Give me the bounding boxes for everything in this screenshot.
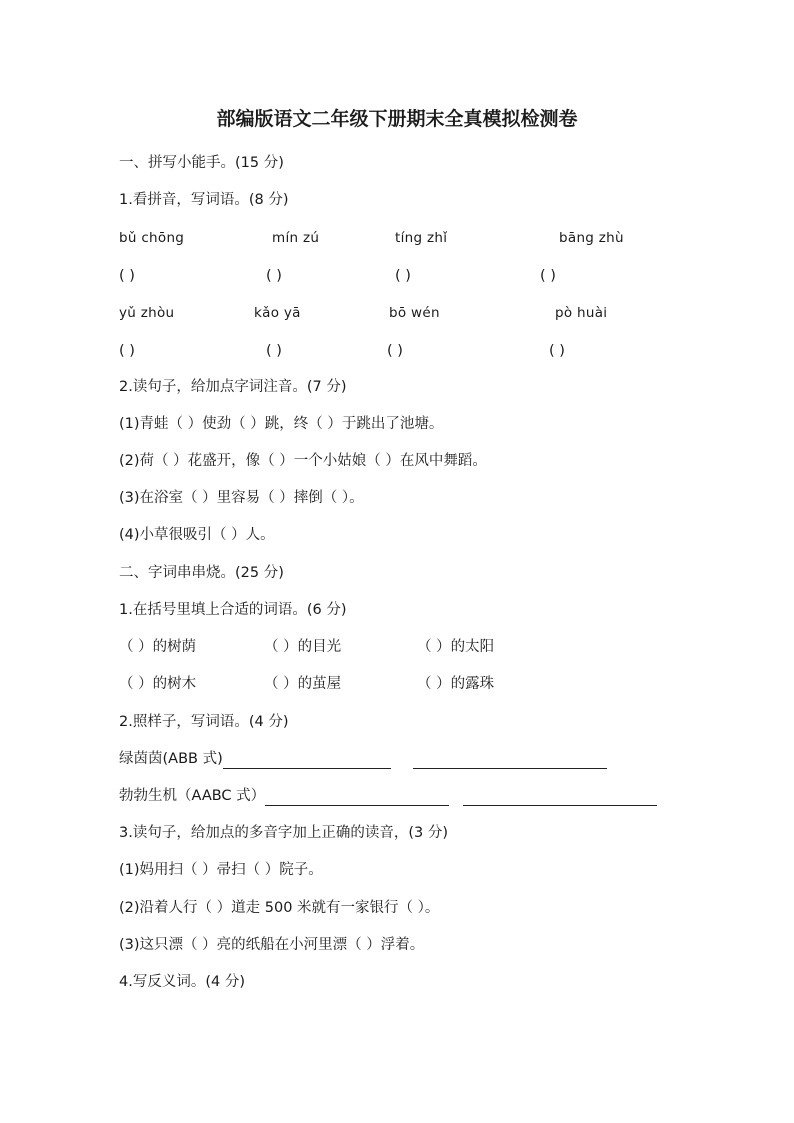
question-2-1: 1.在括号里填上合适的词语。(6 分): [119, 602, 347, 618]
answer-paren[interactable]: ( ): [387, 343, 403, 359]
answer-blank[interactable]: [463, 789, 657, 806]
fill-item[interactable]: （ ）的太阳: [417, 639, 495, 655]
answer-paren[interactable]: ( ): [395, 268, 411, 284]
fill-item[interactable]: （ ）的树木: [119, 676, 197, 692]
pinyin-ting-zhi: tíng zhǐ: [395, 230, 448, 246]
pinyin-kao-ya: kǎo yā: [254, 305, 301, 321]
pinyin-yu-zhou: yǔ zhòu: [119, 305, 175, 321]
answer-paren[interactable]: ( ): [549, 343, 565, 359]
fill-item[interactable]: （ ）的露珠: [417, 676, 495, 692]
answer-paren[interactable]: ( ): [540, 268, 556, 284]
fill-item[interactable]: （ ）的树荫: [119, 639, 197, 655]
answer-paren[interactable]: ( ): [119, 343, 135, 359]
question-2-3: 3.读句子，给加点的多音字加上正确的读音，(3 分): [119, 825, 448, 841]
pinyin-bang-zhu: bāng zhù: [559, 230, 624, 246]
question-1-2: 2.读句子，给加点字词注音。(7 分): [119, 379, 347, 395]
question-2-2: 2.照样子，写词语。(4 分): [119, 714, 289, 730]
sentence-3[interactable]: (3)在浴室（ ）里容易（ ）摔倒（ ）。: [119, 490, 364, 506]
polyphone-sentence-2[interactable]: (2)沿着人行（ ）道走 500 米就有一家银行（ ）。: [119, 900, 440, 916]
section-2-heading: 二、字词串串烧。(25 分): [119, 565, 284, 581]
sentence-1[interactable]: (1)青蛙（ ）使劲（ ）跳，终（ ）于跳出了池塘。: [119, 416, 444, 432]
answer-blank[interactable]: [413, 752, 607, 769]
example-2-row: [119, 786, 657, 806]
pinyin-min-zu: mín zú: [272, 230, 320, 246]
page-title: 部编版语文二年级下册期末全真模拟检测卷: [216, 108, 578, 130]
pinyin-po-huai: pò huài: [555, 305, 608, 321]
answer-paren[interactable]: ( ): [266, 268, 282, 284]
polyphone-sentence-3[interactable]: (3)这只漂（ ）亮的纸船在小河里漂（ ）浮着。: [119, 937, 425, 953]
fill-item[interactable]: （ ）的茧屋: [264, 676, 342, 692]
question-2-4: 4.写反义词。(4 分): [119, 974, 245, 990]
section-1-heading: 一、拼写小能手。(15 分): [119, 155, 284, 171]
fill-item[interactable]: （ ）的目光: [264, 639, 342, 655]
answer-paren[interactable]: ( ): [266, 343, 282, 359]
polyphone-sentence-1[interactable]: (1)妈用扫（ ）帚扫（ ）院子。: [119, 862, 323, 878]
question-1-1: 1.看拼音，写词语。(8 分): [119, 192, 289, 208]
example-2-label: 勃勃生机（AABC 式）: [119, 788, 266, 804]
sentence-2[interactable]: (2)荷（ ）花盛开，像（ ）一个小姑娘（ ）在风中舞蹈。: [119, 453, 487, 469]
answer-paren[interactable]: ( ): [119, 268, 135, 284]
example-1-label: 绿茵茵(ABB 式): [119, 751, 223, 767]
pinyin-bu-chong: bǔ chōng: [119, 230, 185, 246]
example-1-row: [119, 749, 607, 769]
sentence-4[interactable]: (4)小草很吸引（ ）人。: [119, 527, 275, 543]
answer-blank[interactable]: [265, 789, 449, 806]
pinyin-bo-wen: bō wén: [389, 305, 440, 321]
answer-blank[interactable]: [223, 752, 391, 769]
